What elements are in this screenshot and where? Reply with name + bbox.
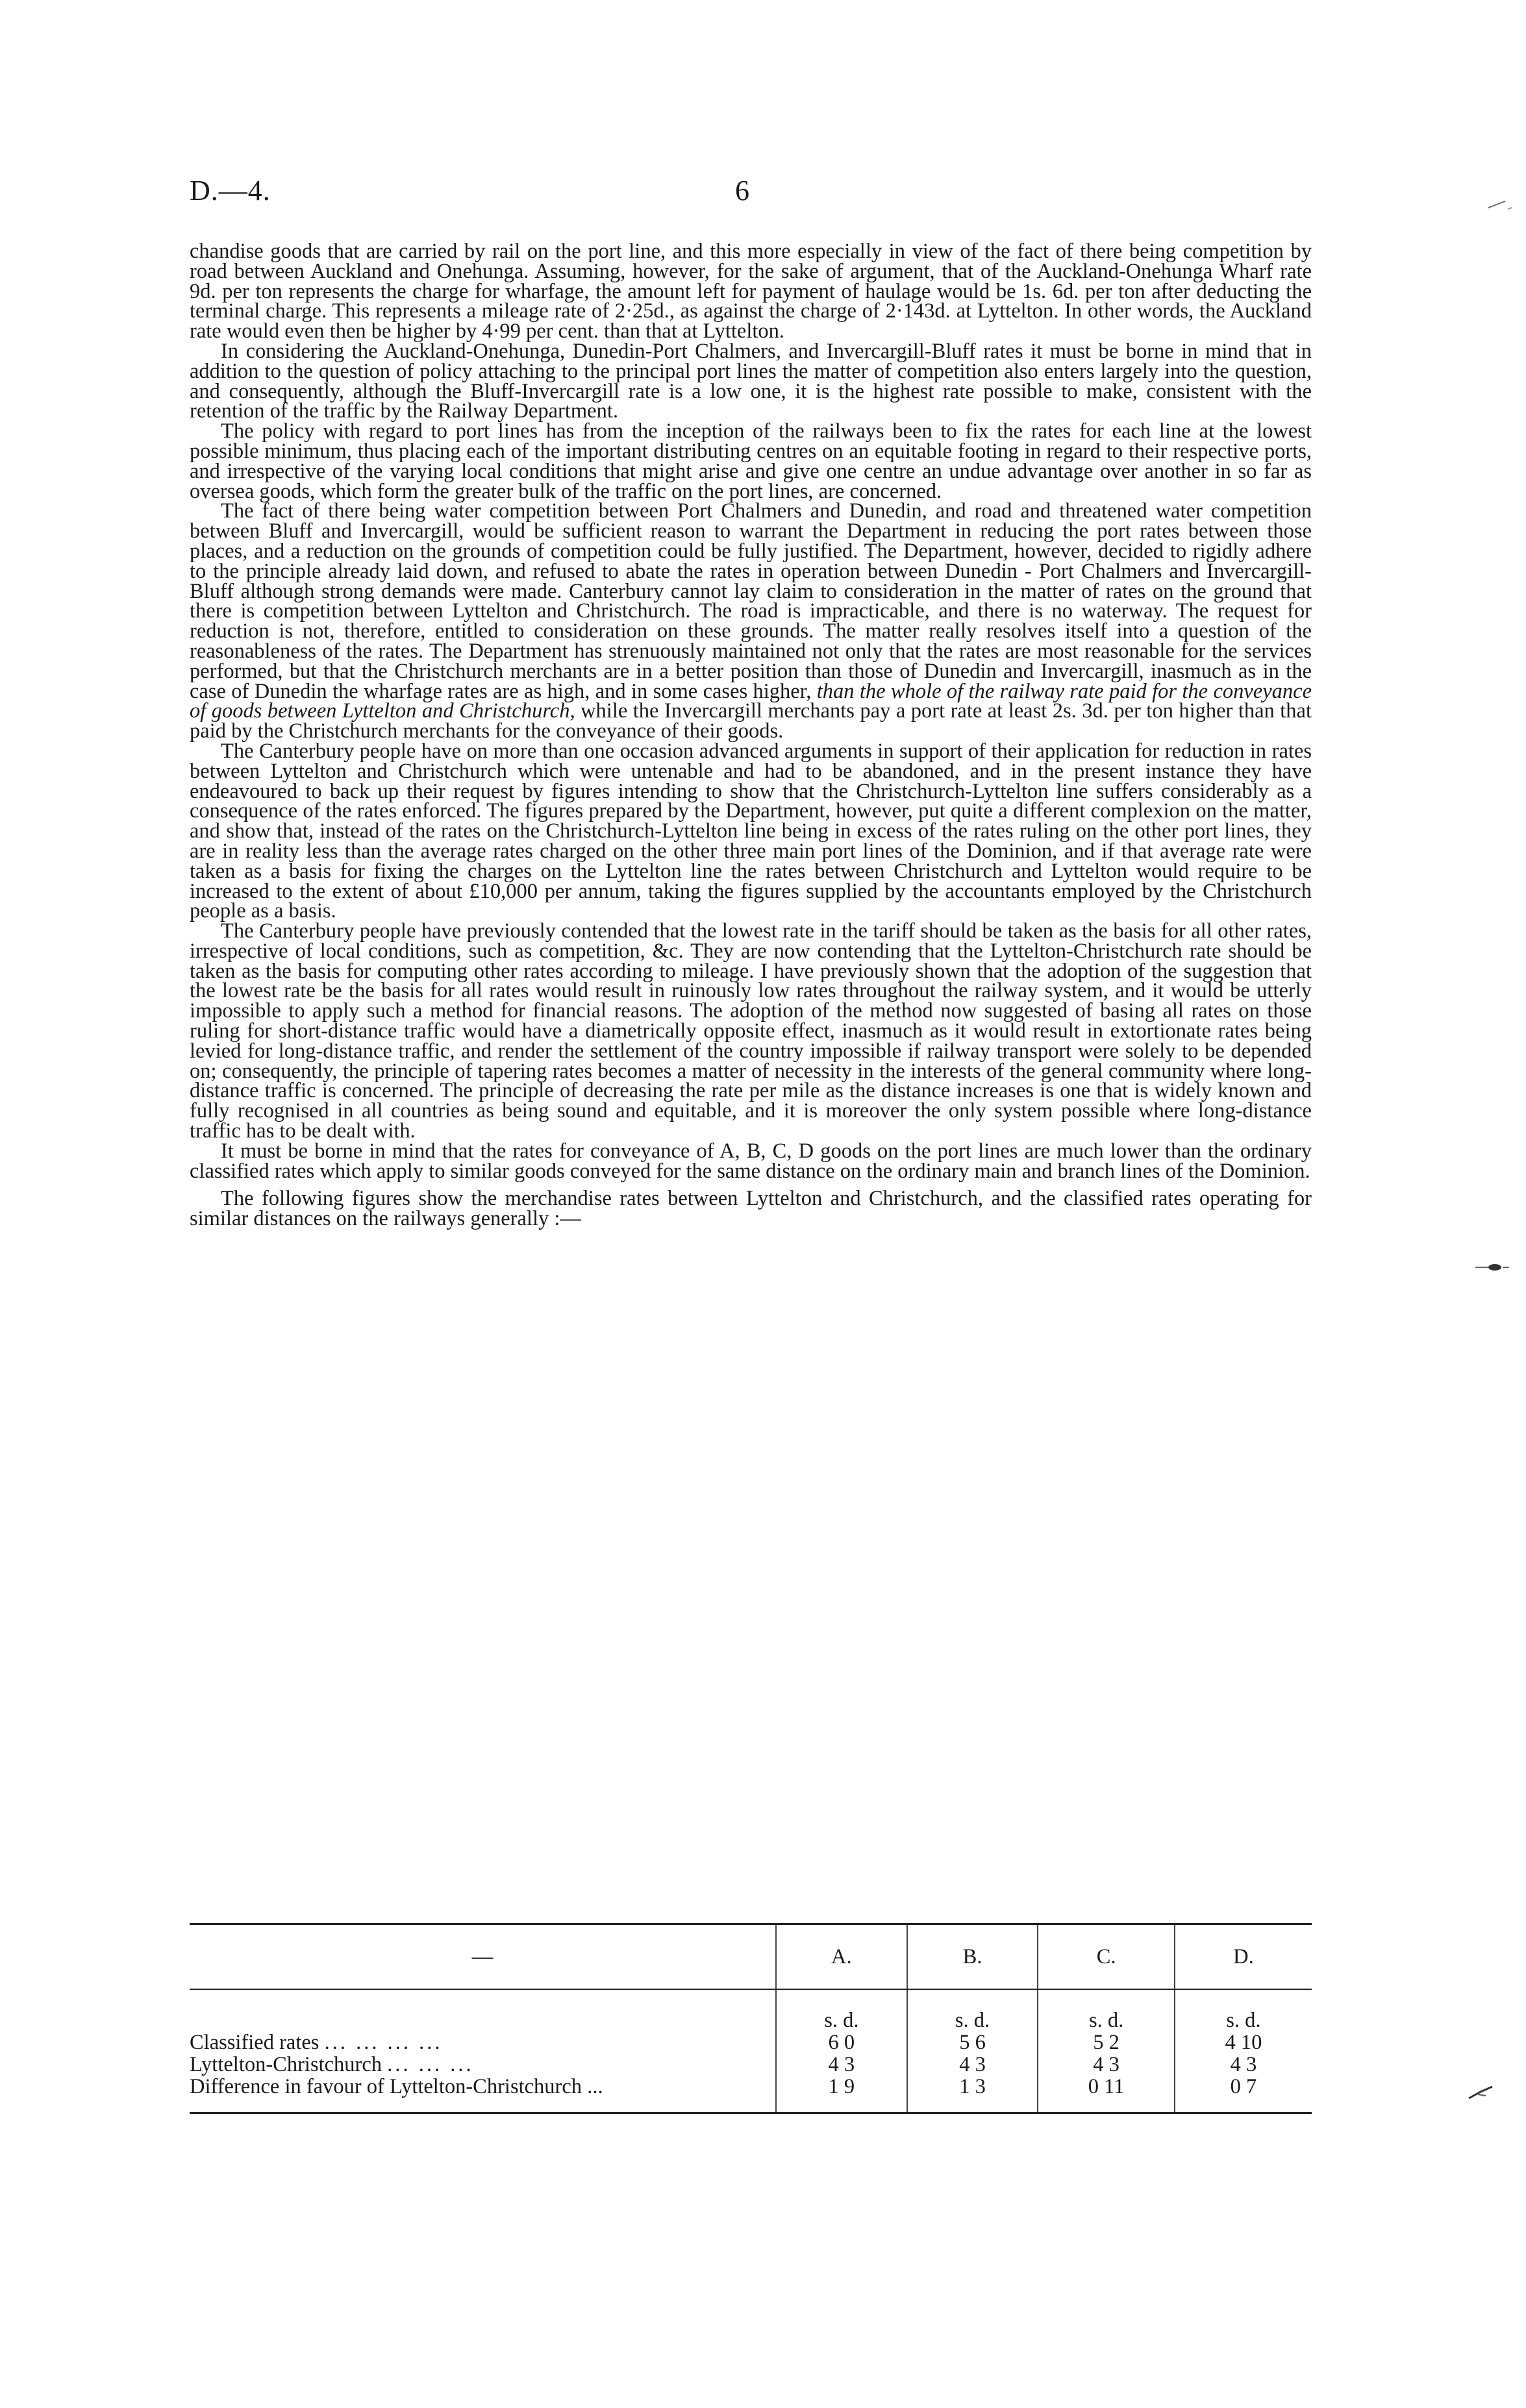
table-cell: 1 3 <box>907 2076 1038 2113</box>
rates-table <box>190 1923 1312 2114</box>
table-cell: 5 2 <box>1038 2031 1174 2054</box>
paragraph <box>190 501 1312 741</box>
body-text <box>190 242 1312 1229</box>
table-header-dash: — <box>190 1924 776 1990</box>
table-cell: 6 0 <box>776 2031 907 2054</box>
table-cell: 1 9 <box>776 2076 907 2113</box>
row-label: Lyttelton-Christchurch <box>190 2053 382 2076</box>
table-cell: 5 6 <box>907 2031 1038 2054</box>
scan-mark-icon <box>1466 2083 1499 2102</box>
column-header-b: B. <box>907 1924 1038 1990</box>
column-header-a: A. <box>776 1924 907 1990</box>
dot-leader: ... <box>587 2075 603 2098</box>
page-number: 6 <box>735 175 749 206</box>
table-cell: 4 3 <box>1038 2054 1174 2076</box>
paragraph: The Canterbury people have on more than one occasion advanced arguments in support of their application for reduction in rates between Lyttelton and Christchurch which were untenable and had to be abandoned, and in the present instance they have endeavoured to back up their request by figures intending to show that the Christchurch-Lyttelton line suffers considerably as a consequence of the rates enforced. The figures prepared by the Department, however, put quite a different complexion on the matter, and show that, instead of the rates on the Christchurch-Lyttelton line being in excess of the rates ruling on the other port lines, they are in reality less than the average rates charged on the other three main port lines of the Dominion, and if that average rate were taken as a basis for fixing the charges on the Lyttelton line the rates between Christchurch and Lyttelton would require to be increased to the extent of about £10,000 per annum, taking the figures supplied by the accountants employed by the Christchurch people as a basis. <box>190 739 1312 923</box>
table-header-row <box>190 1924 1312 1990</box>
column-header-c: C. <box>1038 1924 1174 1990</box>
italic-phrase: than the whole of the railway rate paid for the conveyance of goods between Lyttelton and Christchurch, <box>190 679 1312 723</box>
dot-leader: ... ... ... <box>387 2053 474 2076</box>
unit-cell: s. d. <box>1175 1989 1312 2031</box>
table-cell: 0 7 <box>1175 2076 1312 2113</box>
document-reference: D.—4. <box>190 175 271 206</box>
page-header <box>190 174 1312 213</box>
scan-mark-icon <box>1473 1260 1512 1275</box>
table-row <box>190 2054 1312 2076</box>
scan-mark-icon <box>1487 195 1513 214</box>
row-label: Classified rates <box>190 2031 319 2054</box>
unit-cell: s. d. <box>776 1989 907 2031</box>
paragraph-text: The fact of there being water competition between Port Chalmers and Dunedin, and road and threatened water competition between Bluff and Invercargill, would be sufficient reason to warrant the Department in reducing the port rates between those places, and a reduction on the grounds of competition could be fully justified. The Department, however, decided to rigidly adhere to the principle already laid down, and refused to abate the rates in operation between Dunedin - Port Chalmers and Invercargill-Bluff although strong demands were made. Canterbury cannot lay claim to consideration in the matter of rates on the ground that there is competition between Lyttelton and Christchurch. The road is impracticable, and there is no waterway. The request for reduction is not, therefore, entitled to consideration on these grounds. The matter really resolves itself into a question of the reasonableness of the rates. The Department has strenuously maintained not only that the rates are most reasonable for the services performed, but that the Christchurch merchants are in a better position than those of Dunedin and Invercargill, inasmuch as in the case of Dunedin the wharfage rates are as high, and in some cases higher, <box>190 499 1312 703</box>
units-row <box>190 1989 1312 2031</box>
row-label: Difference in favour of Lyttelton-Christchurch <box>190 2075 582 2098</box>
table-row <box>190 2076 1312 2113</box>
table-cell: 4 10 <box>1175 2031 1312 2054</box>
paragraph: It must be borne in mind that the rates for conveyance of A, B, C, D goods on the port lines are much lower than the ordinary classified rates which apply to similar goods conveyed for the same distance on the ordinary main and branch lines of the Dominion. <box>190 1139 1312 1183</box>
table-cell: 4 3 <box>776 2054 907 2076</box>
unit-cell: s. d. <box>907 1989 1038 2031</box>
table-cell: 4 3 <box>1175 2054 1312 2076</box>
table-cell: 4 3 <box>907 2054 1038 2076</box>
paragraph: The following figures show the merchandise rates between Lyttelton and Christchurch, and the classified rates operating for similar distances on the railways generally :— <box>190 1187 1312 1231</box>
paragraph: chandise goods that are carried by rail on the port line, and this more especially in view of the fact of there being competition by road between Auckland and Onehunga. Assuming, however, for the sake of argument, that of the Auckland-Onehunga Wharf rate 9d. per ton represents the charge for wharfage, the amount left for payment of haulage would be 1s. 6d. per ton after deducting the terminal charge. This represents a mileage rate of 2·25d., as against the charge of 2·143d. at Lyttelton. In other words, the Auckland rate would even then be higher by 4·99 per cent. than that at Lyttelton. <box>190 240 1312 343</box>
paragraph: The Canterbury people have previously contended that the lowest rate in the tariff should be taken as the basis for all other rates, irrespective of local conditions, such as competition, &c. They are now contending that the Lyttelton-Christchurch rate should be taken as the basis for computing other rates according to mileage. I have previously shown that the adoption of the suggestion that the lowest rate be the basis for all rates would result in ruinously low rates throughout the railway system, and it would be utterly impossible to apply such a method for financial reasons. The adoption of the method now suggested of basing all rates on those ruling for short-distance traffic would have a diametrically opposite effect, inasmuch as it would result in extortionate rates being levied for long-distance traffic, and render the settlement of the country impossible if railway transport were solely to be depended on; consequently, the principle of tapering rates becomes a matter of necessity in the interests of the general community where long-distance traffic is concerned. The principle of decreasing the rate per mile as the distance increases is one that is widely known and fully recognised in all countries as being sound and equitable, and it is moreover the only system possible where long-distance traffic has to be dealt with. <box>190 919 1312 1143</box>
paragraph-text: while the Invercargill merchants pay a port rate at least 2s. 3d. per ton higher than that paid by the Christchurch merchants for the conveyance of their goods. <box>190 699 1312 743</box>
paragraph: In considering the Auckland-Onehunga, Dunedin-Port Chalmers, and Invercargill-Bluff rates it must be borne in mind that in addition to the question of policy attaching to the principal port lines the matter of competition also enters largely into the question, and consequently, although the Bluff-Invercargill rate is a low one, it is the highest rate possible to make, consistent with the retention of the traffic by the Railway Department. <box>190 339 1312 423</box>
column-header-d: D. <box>1175 1924 1312 1990</box>
table-row <box>190 2031 1312 2054</box>
unit-cell: s. d. <box>1038 1989 1174 2031</box>
paragraph: The policy with regard to port lines has from the inception of the railways been to fix the rates for each line at the lowest possible minimum, thus placing each of the important distributing centres on an equitable footing in regard to their respective ports, and irrespective of the varying local conditions that might arise and give one centre an undue advantage over another in so far as oversea goods, which form the greater bulk of the traffic on the port lines, are concerned. <box>190 419 1312 503</box>
dot-leader: ... ... ... ... <box>324 2031 443 2054</box>
table-cell: 0 11 <box>1038 2076 1174 2113</box>
